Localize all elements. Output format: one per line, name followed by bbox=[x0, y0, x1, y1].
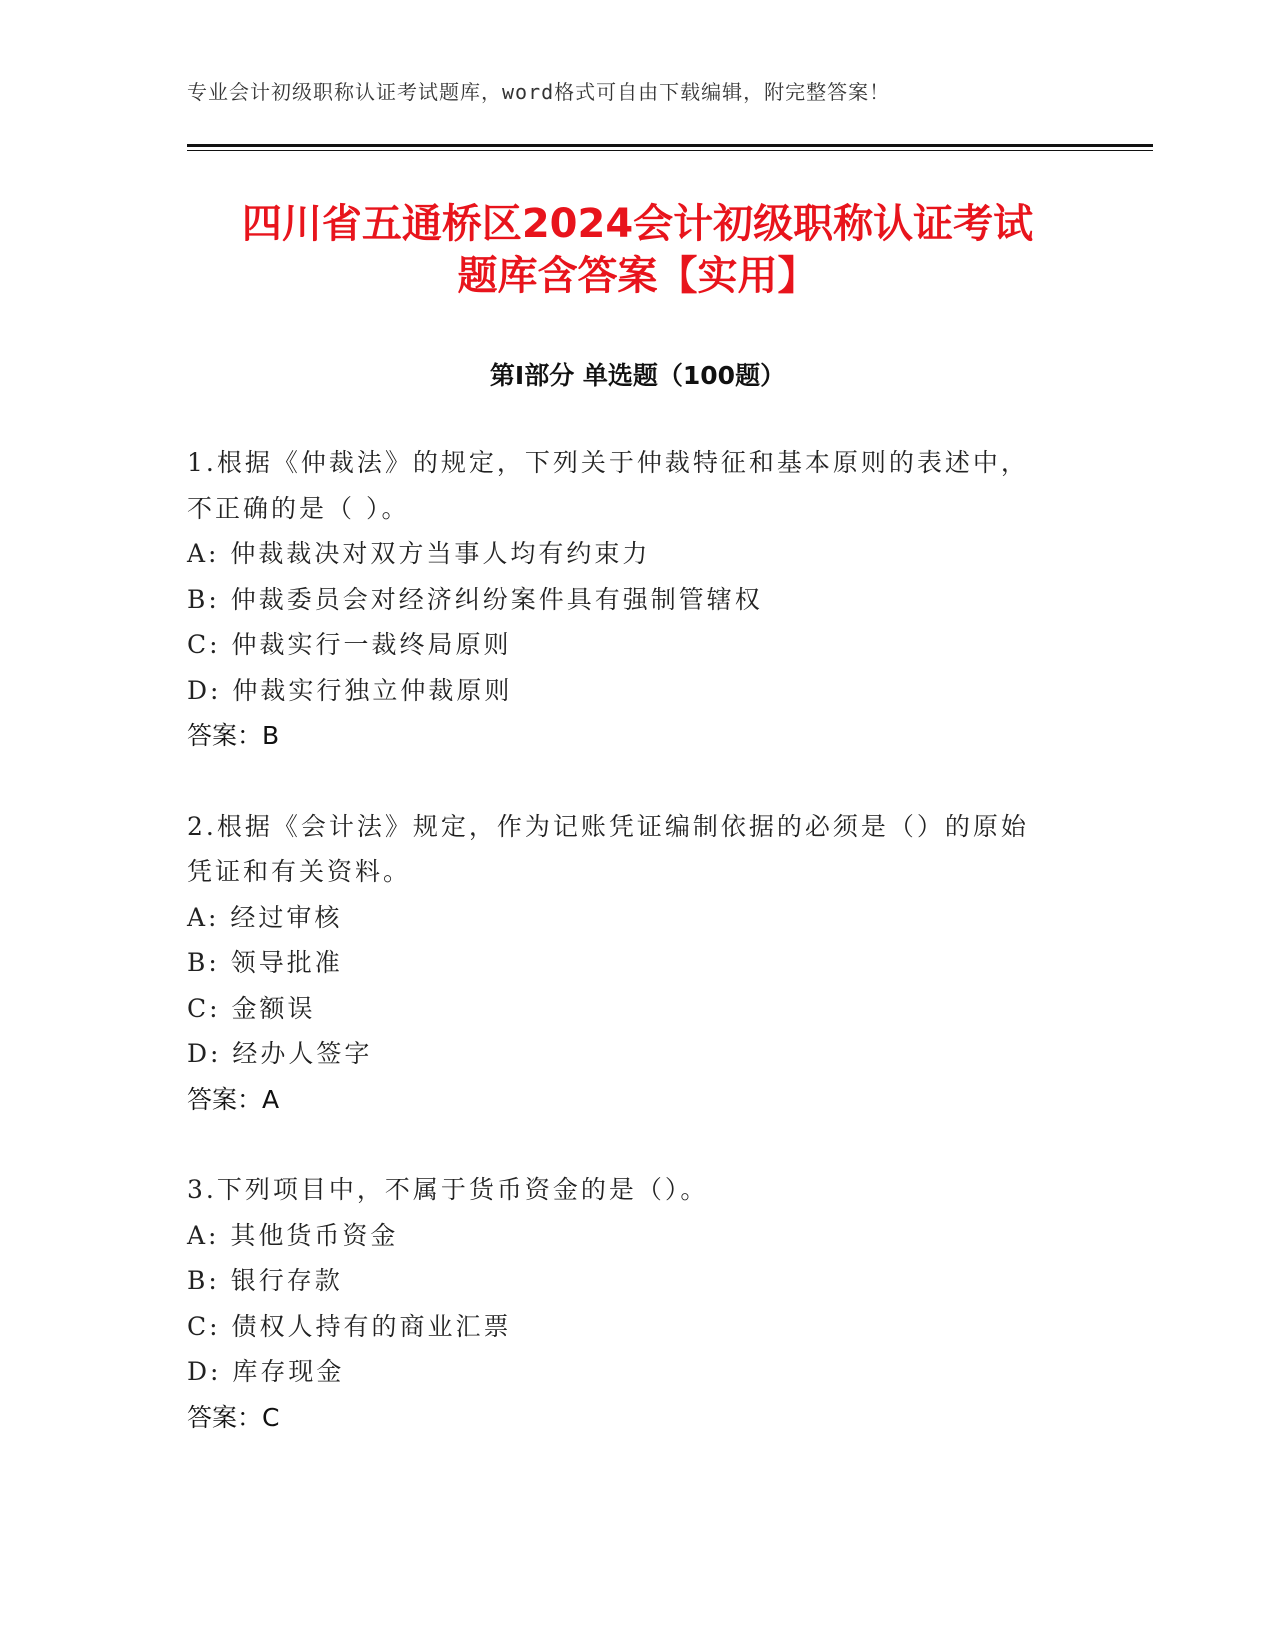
document-title bbox=[150, 198, 1125, 302]
option-a: A: 仲裁裁决对双方当事人均有约束力 bbox=[187, 539, 651, 568]
question-list bbox=[187, 440, 1067, 1485]
header-rule-thin bbox=[187, 150, 1153, 151]
question-stem: 2.根据《会计法》规定，作为记账凭证编制依据的必须是（）的原始 bbox=[187, 811, 1029, 841]
option-c: C: 金额误 bbox=[187, 993, 316, 1023]
answer: 答案：A bbox=[187, 1084, 280, 1114]
option-c: C: 仲裁实行一裁终局原则 bbox=[187, 630, 512, 659]
question-1 bbox=[187, 440, 1067, 759]
page-header: 专业会计初级职称认证考试题库，word格式可自由下载编辑，附完整答案！ bbox=[187, 80, 891, 104]
question-2 bbox=[187, 804, 1067, 1123]
question-stem-cont: 凭证和有关资料。 bbox=[187, 857, 412, 886]
title-line-1: 四川省五通桥区2024会计初级职称认证考试 bbox=[241, 201, 1034, 247]
answer: 答案：C bbox=[187, 1402, 280, 1432]
option-c: C: 债权人持有的商业汇票 bbox=[187, 1311, 512, 1341]
answer: 答案：B bbox=[187, 721, 280, 750]
question-stem-cont: 不正确的是（ ）。 bbox=[187, 493, 410, 523]
option-a: A: 其他货币资金 bbox=[187, 1220, 399, 1250]
option-b: B: 银行存款 bbox=[187, 1266, 343, 1295]
option-b: B: 领导批准 bbox=[187, 948, 343, 977]
title-line-2: 题库含答案【实用】 bbox=[457, 253, 818, 299]
option-a: A: 经过审核 bbox=[187, 902, 343, 932]
header-rule-thick bbox=[187, 144, 1153, 147]
question-stem: 1.根据《仲裁法》的规定，下列关于仲裁特征和基本原则的表述中， bbox=[187, 448, 1029, 477]
option-b: B: 仲裁委员会对经济纠纷案件具有强制管辖权 bbox=[187, 584, 763, 614]
section-heading: 第Ⅰ部分 单选题（100题） bbox=[489, 361, 786, 390]
question-3 bbox=[187, 1167, 1067, 1440]
question-stem: 3.下列项目中，不属于货币资金的是（）。 bbox=[187, 1175, 709, 1204]
option-d: D: 仲裁实行独立仲裁原则 bbox=[187, 675, 513, 705]
option-d: D: 经办人签字 bbox=[187, 1039, 373, 1068]
option-d: D: 库存现金 bbox=[187, 1357, 345, 1386]
